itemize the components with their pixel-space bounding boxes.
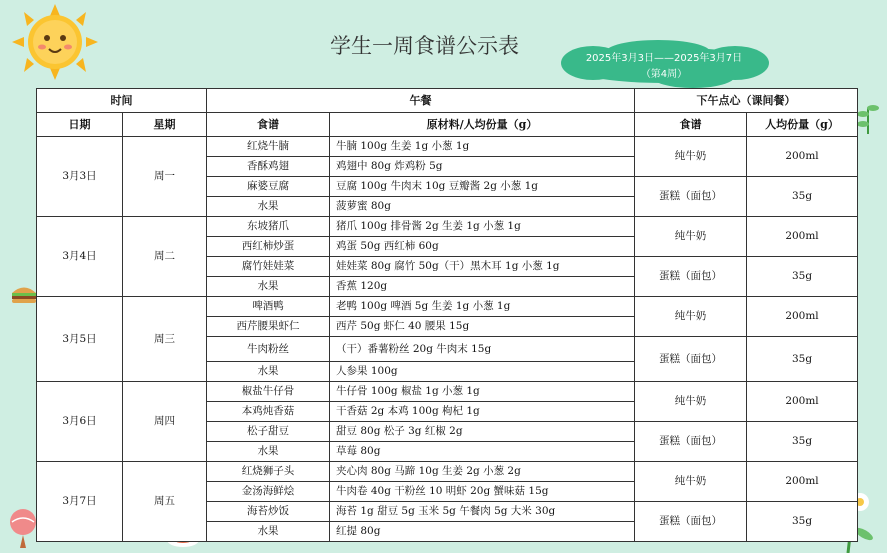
snack-name: 纯牛奶 xyxy=(635,137,747,177)
snack-portion: 35g xyxy=(747,177,858,217)
dish-name: 水果 xyxy=(207,197,330,217)
snack-name: 蛋糕（面包） xyxy=(635,177,747,217)
header-lunch: 午餐 xyxy=(207,89,635,113)
snack-portion: 200ml xyxy=(747,217,858,257)
date-cell: 3月6日 xyxy=(37,382,123,462)
balloon-icon xyxy=(6,508,40,553)
weekday-cell: 周二 xyxy=(123,217,207,297)
dish-name: 西红柿炒蛋 xyxy=(207,237,330,257)
header-dish: 食谱 xyxy=(207,113,330,137)
dish-materials: 海苔 1g 甜豆 5g 玉米 5g 午餐肉 5g 大米 30g xyxy=(330,502,635,522)
header-materials: 原材料/人均份量（g） xyxy=(330,113,635,137)
weekday-cell: 周三 xyxy=(123,297,207,382)
dish-name: 啤酒鸭 xyxy=(207,297,330,317)
dish-materials: 干香菇 2g 本鸡 100g 枸杞 1g xyxy=(330,402,635,422)
header-date: 日期 xyxy=(37,113,123,137)
table-row xyxy=(37,137,858,157)
dish-materials: 香蕉 120g xyxy=(330,277,635,297)
plant-icon xyxy=(856,100,880,134)
dish-name: 东坡猪爪 xyxy=(207,217,330,237)
snack-name: 蛋糕（面包） xyxy=(635,337,747,382)
dish-name: 麻婆豆腐 xyxy=(207,177,330,197)
header-row-2 xyxy=(37,113,858,137)
dish-name: 水果 xyxy=(207,442,330,462)
dish-name: 本鸡炖香菇 xyxy=(207,402,330,422)
date-cell: 3月4日 xyxy=(37,217,123,297)
dish-name: 香酥鸡翅 xyxy=(207,157,330,177)
snack-name: 纯牛奶 xyxy=(635,382,747,422)
dish-materials: 老鸭 100g 啤酒 5g 生姜 1g 小葱 1g xyxy=(330,297,635,317)
dish-name: 金汤海鲜烩 xyxy=(207,482,330,502)
menu-body xyxy=(37,137,858,542)
menu-table xyxy=(36,88,858,542)
header-weekday: 星期 xyxy=(123,113,207,137)
weekday-cell: 周一 xyxy=(123,137,207,217)
weekday-cell: 周四 xyxy=(123,382,207,462)
table-row xyxy=(37,382,858,402)
weekday-cell: 周五 xyxy=(123,462,207,542)
table-row xyxy=(37,297,858,317)
date-cell: 3月5日 xyxy=(37,297,123,382)
dish-materials: 牛腩 100g 生姜 1g 小葱 1g xyxy=(330,137,635,157)
dish-materials: 甜豆 80g 松子 3g 红椒 2g xyxy=(330,422,635,442)
snack-portion: 200ml xyxy=(747,297,858,337)
table-row xyxy=(37,462,858,482)
snack-name: 蛋糕（面包） xyxy=(635,422,747,462)
header-time: 时间 xyxy=(37,89,207,113)
dish-materials: 鸡翅中 80g 炸鸡粉 5g xyxy=(330,157,635,177)
snack-portion: 200ml xyxy=(747,137,858,177)
dish-name: 腐竹娃娃菜 xyxy=(207,257,330,277)
dish-name: 椒盐牛仔骨 xyxy=(207,382,330,402)
page-title: 学生一周食谱公示表 xyxy=(330,34,519,58)
dish-name: 松子甜豆 xyxy=(207,422,330,442)
snack-portion: 35g xyxy=(747,422,858,462)
header-snack-dish: 食谱 xyxy=(635,113,747,137)
header-snack: 下午点心（课间餐） xyxy=(635,89,858,113)
snack-portion: 35g xyxy=(747,502,858,542)
dish-materials: 人参果 100g xyxy=(330,362,635,382)
snack-portion: 35g xyxy=(747,337,858,382)
snack-portion: 200ml xyxy=(747,462,858,502)
date-cell: 3月7日 xyxy=(37,462,123,542)
snack-name: 纯牛奶 xyxy=(635,462,747,502)
snack-name: 蛋糕（面包） xyxy=(635,502,747,542)
snack-name: 纯牛奶 xyxy=(635,217,747,257)
dish-materials: 草莓 80g xyxy=(330,442,635,462)
week-label: （第4周） xyxy=(640,69,688,80)
table-row xyxy=(37,217,858,237)
sun-icon xyxy=(12,4,98,80)
dish-name: 红烧牛腩 xyxy=(207,137,330,157)
header-row-1 xyxy=(37,89,858,113)
dish-materials: 娃娃菜 80g 腐竹 50g（干）黑木耳 1g 小葱 1g xyxy=(330,257,635,277)
snack-portion: 35g xyxy=(747,257,858,297)
dish-name: 红烧狮子头 xyxy=(207,462,330,482)
date-cell: 3月3日 xyxy=(37,137,123,217)
dish-name: 水果 xyxy=(207,277,330,297)
dish-materials: 牛仔骨 100g 椒盐 1g 小葱 1g xyxy=(330,382,635,402)
dish-materials: 夹心肉 80g 马蹄 10g 生姜 2g 小葱 2g xyxy=(330,462,635,482)
dish-materials: 猪爪 100g 排骨酱 2g 生姜 1g 小葱 1g xyxy=(330,217,635,237)
dish-name: 海苔炒饭 xyxy=(207,502,330,522)
dish-name: 牛肉粉丝 xyxy=(207,337,330,362)
dish-materials: 西芹 50g 虾仁 40 腰果 15g xyxy=(330,317,635,337)
dish-materials: 鸡蛋 50g 西红柿 60g xyxy=(330,237,635,257)
snack-name: 蛋糕（面包） xyxy=(635,257,747,297)
dish-name: 西芹腰果虾仁 xyxy=(207,317,330,337)
cloud-shape xyxy=(553,38,775,90)
dish-name: 水果 xyxy=(207,362,330,382)
dish-materials: （干）番薯粉丝 20g 牛肉末 15g xyxy=(330,337,635,362)
burger-icon xyxy=(10,284,38,304)
dish-materials: 菠萝蜜 80g xyxy=(330,197,635,217)
date-range-cloud xyxy=(553,38,775,90)
snack-name: 纯牛奶 xyxy=(635,297,747,337)
dish-materials: 牛肉卷 40g 干粉丝 10 明虾 20g 蟹味菇 15g xyxy=(330,482,635,502)
snack-portion: 200ml xyxy=(747,382,858,422)
date-range: 2025年3月3日——2025年3月7日 xyxy=(585,53,743,64)
dish-materials: 豆腐 100g 牛肉末 10g 豆瓣酱 2g 小葱 1g xyxy=(330,177,635,197)
dish-materials: 红提 80g xyxy=(330,522,635,542)
header-portion: 人均份量（g） xyxy=(747,113,858,137)
dish-name: 水果 xyxy=(207,522,330,542)
